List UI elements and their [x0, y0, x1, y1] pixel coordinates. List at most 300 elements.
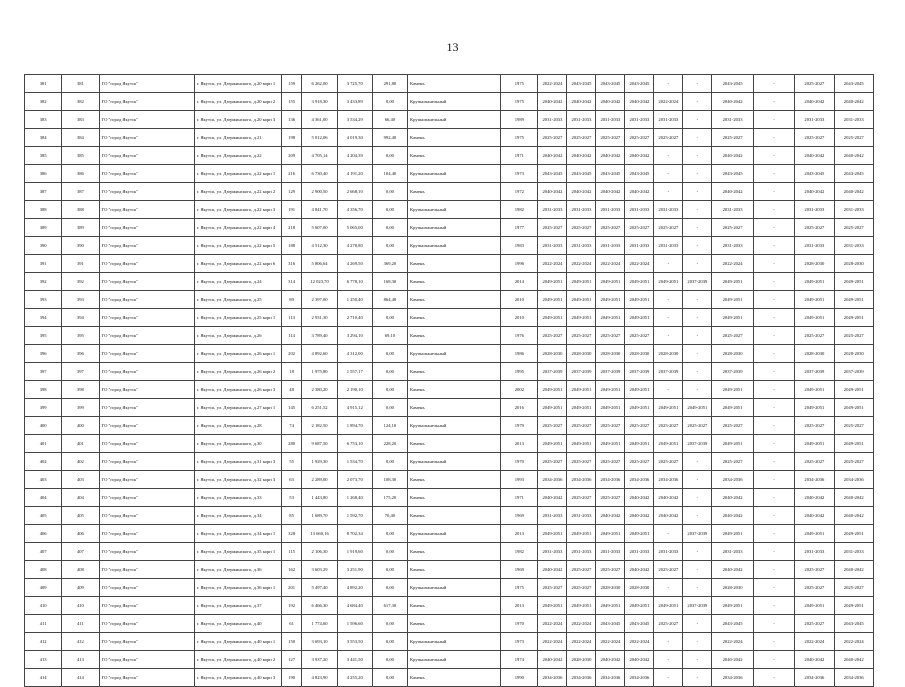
table-cell: 386 [25, 165, 62, 183]
table-cell: 2040-2042 [596, 93, 625, 111]
table-cell: 0,00 [372, 381, 407, 399]
table-cell: 2043-2045 [625, 75, 654, 93]
table-cell: 2025-2027 [567, 489, 596, 507]
table-cell: - [654, 327, 683, 345]
table-cell: 2025-2027 [795, 615, 834, 633]
table-cell: 391 [25, 255, 62, 273]
table-cell: 280 [281, 435, 302, 453]
table-cell: 2031-2033 [596, 111, 625, 129]
table-cell: 2037-2039 [596, 363, 625, 381]
table-cell: 2 182,50 [302, 417, 337, 435]
table-cell: 412 [25, 633, 62, 651]
table-cell: 1 596,60 [337, 615, 372, 633]
table-cell: 2040-2042 [712, 147, 753, 165]
table-cell: 3 603,29 [302, 561, 337, 579]
table-cell: 389 [25, 219, 62, 237]
table-cell: 403 [62, 471, 99, 489]
table-cell: 2049-2051 [625, 435, 654, 453]
table-cell: 2040-2042 [596, 651, 625, 669]
table-cell: 401 [62, 435, 99, 453]
table-cell: 1975 [501, 93, 538, 111]
table-cell: 2049-2051 [834, 525, 873, 543]
table-cell: 1982 [501, 543, 538, 561]
table-cell: 9 687,50 [302, 435, 337, 453]
table-cell: 2037-2039 [834, 363, 873, 381]
table-cell: 382 [62, 93, 99, 111]
table-cell: - [654, 75, 683, 93]
table-cell: 1971 [501, 147, 538, 165]
table-cell: 2049-2051 [538, 381, 567, 399]
table-cell: 2028-2030 [795, 345, 834, 363]
table-cell: Камень [408, 381, 501, 399]
table-cell: - [654, 381, 683, 399]
table-cell: 2034-2036 [596, 669, 625, 687]
table-cell: 389 [62, 219, 99, 237]
table-cell: - [753, 363, 794, 381]
table-cell: Крупнопанельный [408, 633, 501, 651]
table-cell: 402 [25, 453, 62, 471]
table-cell: ГО "город Якутск" [99, 417, 194, 435]
table-cell: 2028-2030 [712, 345, 753, 363]
table-cell: 2040-2042 [538, 147, 567, 165]
table-cell: 2025-2027 [834, 453, 873, 471]
table-cell: 2031-2033 [567, 111, 596, 129]
table-cell: 399 [25, 399, 62, 417]
table-cell: 55 [281, 453, 302, 471]
table-cell: 2040-2042 [596, 147, 625, 165]
table-cell: - [753, 111, 794, 129]
table-cell: 2031-2033 [625, 237, 654, 255]
table-cell: г. Якутск, ул. Дзержинского, д.22 корп 4 [194, 219, 281, 237]
table-cell: 2031-2033 [795, 543, 834, 561]
table-cell: 2002 [501, 381, 538, 399]
table-cell: 2037-2039 [683, 525, 712, 543]
table-cell: 1977 [501, 219, 538, 237]
table-cell: 2040-2042 [795, 651, 834, 669]
table-cell: 2040-2042 [538, 93, 567, 111]
table-cell: Крупнопанельный [408, 651, 501, 669]
table-cell: 0,00 [372, 147, 407, 165]
table-cell: 2025-2027 [596, 327, 625, 345]
housing-schedule-table [24, 74, 874, 687]
table-cell: 2049-2051 [567, 291, 596, 309]
table-cell: 218 [281, 219, 302, 237]
table-cell: 2049-2051 [712, 597, 753, 615]
table-cell: 5 497,40 [302, 579, 337, 597]
table-cell: 2037-2039 [538, 363, 567, 381]
table-cell: 1 592,70 [337, 507, 372, 525]
table-cell: ГО "город Якутск" [99, 669, 194, 687]
table-cell: 1973 [501, 633, 538, 651]
table-cell: 2049-2051 [567, 399, 596, 417]
table-cell: 2040-2042 [654, 489, 683, 507]
table-cell: 2025-2027 [795, 129, 834, 147]
table-cell: ГО "город Якутск" [99, 543, 194, 561]
table-cell: 2025-2027 [596, 489, 625, 507]
table-cell: Камень [408, 615, 501, 633]
table-cell: Камень [408, 507, 501, 525]
table-cell: - [654, 255, 683, 273]
table-cell: 0,00 [372, 579, 407, 597]
table-cell: 124,10 [372, 417, 407, 435]
table-row [25, 273, 874, 291]
table-cell: 4 356,70 [337, 201, 372, 219]
table-cell: 2031-2033 [712, 237, 753, 255]
table-cell: 2025-2027 [654, 417, 683, 435]
table-cell: 2028-2030 [834, 255, 873, 273]
table-cell: 2049-2051 [712, 291, 753, 309]
table-cell: 2049-2051 [795, 597, 834, 615]
table-cell: 2022-2024 [795, 633, 834, 651]
table-cell: - [753, 399, 794, 417]
table-cell: 5 607,00 [302, 219, 337, 237]
table-cell: 413 [25, 651, 62, 669]
table-cell: - [683, 291, 712, 309]
table-cell: г. Якутск, ул. Дзержинского, д.20 корп 2 [194, 93, 281, 111]
table-cell: ГО "город Якутск" [99, 309, 194, 327]
table-cell: 1970 [501, 615, 538, 633]
table-row [25, 111, 874, 129]
table-cell: 2040-2042 [834, 147, 873, 165]
table-cell: 209 [281, 147, 302, 165]
table-cell: 1 534,70 [337, 453, 372, 471]
table-cell: - [683, 309, 712, 327]
table-cell: 2037-2039 [625, 363, 654, 381]
table-cell: 410 [25, 597, 62, 615]
table-cell: ГО "город Якутск" [99, 327, 194, 345]
table-cell: Крупнопанельный [408, 93, 501, 111]
table-cell: 4 312,00 [337, 345, 372, 363]
table-cell: 2040-2042 [795, 147, 834, 165]
table-cell: Крупнопанельный [408, 525, 501, 543]
table-cell: 1979 [501, 417, 538, 435]
table-cell: 1973 [501, 165, 538, 183]
table-cell: 2049-2051 [795, 309, 834, 327]
table-cell: 2025-2027 [625, 219, 654, 237]
table-cell: 2025-2027 [538, 579, 567, 597]
table-row [25, 147, 874, 165]
table-cell: 387 [62, 183, 99, 201]
table-cell: - [683, 669, 712, 687]
table-cell: 2028-2030 [567, 345, 596, 363]
table-cell: ГО "город Якутск" [99, 93, 194, 111]
table-row [25, 399, 874, 417]
table-cell: 4 269,50 [337, 255, 372, 273]
table-cell: 2025-2027 [795, 219, 834, 237]
table-cell: 0,00 [372, 453, 407, 471]
table-cell: 2022-2024 [567, 615, 596, 633]
table-cell: Камень [408, 129, 501, 147]
table-cell: 391 [62, 255, 99, 273]
table-cell: Крупнопанельный [408, 453, 501, 471]
table-cell: 2025-2027 [596, 561, 625, 579]
table-cell: 404 [25, 489, 62, 507]
table-cell: 992,40 [372, 129, 407, 147]
table-cell: 2031-2033 [567, 201, 596, 219]
table-cell: 2025-2027 [654, 453, 683, 471]
table-cell: - [654, 309, 683, 327]
table-cell: 1 250,40 [337, 291, 372, 309]
table-cell: ГО "город Якутск" [99, 435, 194, 453]
table-cell: 2049-2051 [712, 381, 753, 399]
table-cell: 2037-2039 [712, 363, 753, 381]
table-cell: 390 [62, 237, 99, 255]
table-cell: 2025-2027 [625, 417, 654, 435]
table-cell: 2040-2042 [795, 183, 834, 201]
table-cell: ГО "город Якутск" [99, 255, 194, 273]
table-cell: 2040-2042 [712, 183, 753, 201]
table-cell: 2037-2039 [683, 435, 712, 453]
table-cell: 405 [62, 507, 99, 525]
table-cell: 2043-2045 [834, 75, 873, 93]
table-cell: г. Якутск, ул. Дзержинского, д.20 корп 1 [194, 75, 281, 93]
table-cell: 2049-2051 [654, 435, 683, 453]
table-cell: 0,00 [372, 93, 407, 111]
table-cell: 2049-2051 [625, 597, 654, 615]
table-cell: 2022-2024 [538, 615, 567, 633]
table-cell: г. Якутск, ул. Дзержинского, д.28 [194, 417, 281, 435]
table-cell: 2013 [501, 597, 538, 615]
table-cell: 2025-2027 [712, 129, 753, 147]
table-cell: г. Якутск, ул. Дзержинского, д.34 корп 1 [194, 525, 281, 543]
table-cell: - [683, 147, 712, 165]
table-cell: г. Якутск, ул. Дзержинского, д.22 корп 2 [194, 183, 281, 201]
table-cell: 2040-2042 [625, 183, 654, 201]
table-cell: Камень [408, 309, 501, 327]
table-cell: 2022-2024 [567, 255, 596, 273]
table-cell: - [753, 651, 794, 669]
table-cell: 2031-2033 [625, 543, 654, 561]
table-cell: 2 900,50 [302, 183, 337, 201]
table-cell: ГО "город Якутск" [99, 183, 194, 201]
table-cell: 2040-2042 [834, 507, 873, 525]
table-cell: 2025-2027 [567, 129, 596, 147]
table-cell: 400 [25, 417, 62, 435]
table-cell: г. Якутск, ул. Дзержинского, д.37 [194, 597, 281, 615]
table-row [25, 201, 874, 219]
table-cell: - [753, 489, 794, 507]
table-cell: 4 191,20 [337, 165, 372, 183]
table-cell: 3 693,10 [302, 633, 337, 651]
table-cell: 2034-2036 [795, 471, 834, 489]
table-cell: - [654, 633, 683, 651]
table-cell: 2034-2036 [654, 471, 683, 489]
table-cell: 127 [281, 651, 302, 669]
table-cell: - [683, 219, 712, 237]
table-cell: 2043-2045 [567, 75, 596, 93]
table-cell: 66,40 [372, 111, 407, 129]
table-cell: ГО "город Якутск" [99, 75, 194, 93]
table-cell: 2031-2033 [567, 543, 596, 561]
table-cell: 399 [62, 399, 99, 417]
table-cell: 2025-2027 [538, 453, 567, 471]
table-cell: 2049-2051 [654, 597, 683, 615]
table-row [25, 507, 874, 525]
table-cell: 2031-2033 [538, 111, 567, 129]
table-cell: 1 929,30 [302, 453, 337, 471]
table-cell: 1982 [501, 201, 538, 219]
table-cell: 392 [25, 273, 62, 291]
table-cell: 397 [25, 363, 62, 381]
table-cell: Крупнопанельный [408, 111, 501, 129]
table-cell: 3 553,50 [337, 633, 372, 651]
table-cell: 2025-2027 [625, 327, 654, 345]
table-cell: 2014 [501, 273, 538, 291]
table-cell: ГО "город Якутск" [99, 345, 194, 363]
table-cell: 5 065,00 [337, 219, 372, 237]
table-cell: 406 [25, 525, 62, 543]
table-cell: 411 [62, 615, 99, 633]
table-cell: 114 [281, 327, 302, 345]
table-cell: 314 [281, 273, 302, 291]
table-cell: 2040-2042 [625, 651, 654, 669]
table-cell: 2013 [501, 435, 538, 453]
table-cell: 2025-2027 [795, 579, 834, 597]
table-cell: 2034-2036 [567, 471, 596, 489]
table-cell: 1 557,17 [337, 363, 372, 381]
table-cell: 388 [25, 201, 62, 219]
table-cell: г. Якутск, ул. Дзержинского, д.40 корп 1 [194, 633, 281, 651]
table-cell: г. Якутск, ул. Дзержинского, д.34 [194, 507, 281, 525]
table-cell: 2025-2027 [567, 417, 596, 435]
table-cell: 1 443,80 [302, 489, 337, 507]
table-cell: 2031-2033 [795, 237, 834, 255]
table-cell: 2049-2051 [625, 525, 654, 543]
table-cell: 2043-2045 [834, 165, 873, 183]
table-cell: 85 [281, 507, 302, 525]
table-cell: 2028-2030 [567, 651, 596, 669]
table-cell: 383 [25, 111, 62, 129]
table-cell: г. Якутск, ул. Дзержинского, д.26 корп 3 [194, 381, 281, 399]
table-row [25, 381, 874, 399]
table-cell: 2025-2027 [596, 129, 625, 147]
table-cell: - [753, 93, 794, 111]
table-cell: - [753, 291, 794, 309]
table-cell: - [683, 381, 712, 399]
table-cell: - [753, 507, 794, 525]
table-cell: Камень [408, 669, 501, 687]
table-cell: 192 [281, 597, 302, 615]
table-cell: г. Якутск, ул. Дзержинского, д.35 корп 1 [194, 543, 281, 561]
table-cell: 1975 [501, 579, 538, 597]
table-cell: 2040-2042 [712, 651, 753, 669]
table-cell: 2043-2045 [795, 165, 834, 183]
table-cell: 394 [62, 309, 99, 327]
table-row [25, 525, 874, 543]
table-cell: 1 894,70 [337, 417, 372, 435]
table-cell: ГО "город Якутск" [99, 111, 194, 129]
table-cell: 2031-2033 [834, 237, 873, 255]
table-cell: 2025-2027 [567, 327, 596, 345]
table-cell: - [654, 669, 683, 687]
table-cell: 48 [281, 381, 302, 399]
table-cell: 1995 [501, 363, 538, 381]
table-row [25, 543, 874, 561]
table-cell: 398 [25, 381, 62, 399]
table-row [25, 471, 874, 489]
table-cell: ГО "город Якутск" [99, 597, 194, 615]
table-cell: 3 937,20 [302, 651, 337, 669]
table-cell: 3 433,89 [337, 93, 372, 111]
table-cell: 0,00 [372, 201, 407, 219]
table-cell: 2049-2051 [625, 309, 654, 327]
table-cell: 4 204,39 [337, 147, 372, 165]
table-row [25, 651, 874, 669]
table-cell: - [683, 543, 712, 561]
table-cell: 6 262,00 [302, 75, 337, 93]
table-cell: - [683, 327, 712, 345]
table-cell: - [683, 453, 712, 471]
table-cell: 2031-2033 [712, 543, 753, 561]
table-cell: 2034-2036 [596, 471, 625, 489]
table-cell: - [753, 417, 794, 435]
table-row [25, 669, 874, 687]
table-cell: 398 [62, 381, 99, 399]
table-cell: - [753, 633, 794, 651]
table-cell: 2031-2033 [654, 111, 683, 129]
table-cell: - [683, 633, 712, 651]
table-cell: 1989 [501, 111, 538, 129]
table-cell: Камень [408, 543, 501, 561]
table-cell: Камень [408, 273, 501, 291]
table-cell: 2043-2045 [712, 165, 753, 183]
table-cell: Камень [408, 255, 501, 273]
table-cell: 2 106,30 [302, 543, 337, 561]
table-cell: - [683, 75, 712, 93]
table-cell: 2049-2051 [538, 435, 567, 453]
table-cell: 2034-2036 [538, 669, 567, 687]
table-cell: 2031-2033 [567, 507, 596, 525]
table-cell: 61 [281, 615, 302, 633]
table-cell: 2025-2027 [654, 615, 683, 633]
table-cell: 2040-2042 [795, 507, 834, 525]
table-cell: - [753, 255, 794, 273]
table-cell: 401 [25, 435, 62, 453]
table-cell: 381 [62, 75, 99, 93]
table-cell: - [683, 471, 712, 489]
table-cell: 2043-2045 [834, 615, 873, 633]
table-cell: 2025-2027 [795, 417, 834, 435]
table-cell: - [683, 165, 712, 183]
table-cell: 2049-2051 [538, 597, 567, 615]
table-cell: 2049-2051 [538, 309, 567, 327]
table-cell: 1 919,60 [337, 543, 372, 561]
table-cell: Камень [408, 291, 501, 309]
table-cell: Камень [408, 597, 501, 615]
table-cell: 2031-2033 [538, 543, 567, 561]
table-cell: 2049-2051 [795, 381, 834, 399]
table-cell: 2040-2042 [625, 93, 654, 111]
table-cell: 1 268,40 [337, 489, 372, 507]
table-cell: 2031-2033 [712, 111, 753, 129]
table-cell: 2028-2030 [596, 345, 625, 363]
table-cell: 162 [281, 561, 302, 579]
table-cell: 2022-2024 [712, 255, 753, 273]
table-cell: 3 441,50 [337, 651, 372, 669]
table-cell: 396 [25, 345, 62, 363]
table-cell: Крупнопанельный [408, 345, 501, 363]
table-cell: 2040-2042 [712, 489, 753, 507]
table-cell: - [753, 273, 794, 291]
table-cell: 2049-2051 [567, 525, 596, 543]
table-cell: 2049-2051 [625, 273, 654, 291]
table-cell: - [683, 507, 712, 525]
table-cell: ГО "город Якутск" [99, 129, 194, 147]
table-cell: - [753, 471, 794, 489]
table-cell: 2031-2033 [538, 237, 567, 255]
table-cell: 2049-2051 [654, 273, 683, 291]
table-cell: 2040-2042 [654, 507, 683, 525]
